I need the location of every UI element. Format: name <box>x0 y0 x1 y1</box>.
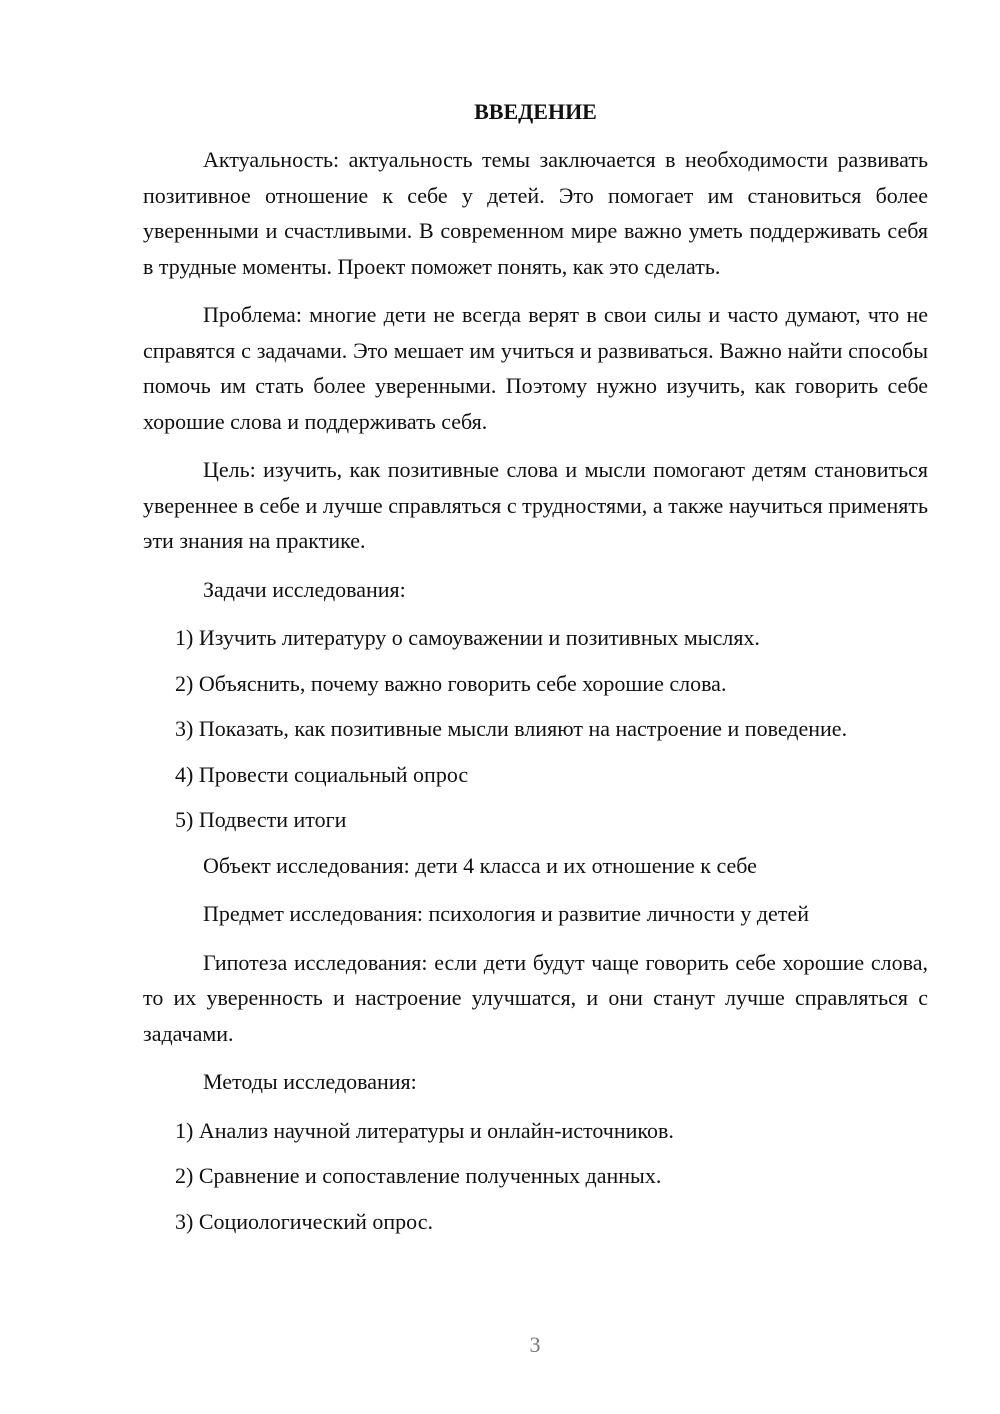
page-number: 3 <box>529 1332 541 1357</box>
subject-paragraph: Предмет исследования: психология и развитие личности у детей <box>203 901 809 926</box>
task-item-2: 2) Объяснить, почему важно говорить себе хорошие слова. <box>175 670 727 696</box>
problem-paragraph: Проблема: многие дети не всегда верят в свои силы и часто думают, что не справятся с задачами. Это мешает им учиться и развиваться. Важно найти способы помочь им стать более уверенными. Поэтому нужно изучить, как говорить себе хорошие слова и поддерживать себя. <box>143 302 928 434</box>
tasks-heading: Задачи исследования: <box>203 576 406 602</box>
methods-heading: Методы исследования: <box>203 1069 417 1094</box>
page-content <box>143 94 928 1249</box>
hypothesis-paragraph: Гипотеза исследования: если дети будут чаще говорить себе хорошие слова, то их уверенность и настроение улучшатся, и они станут лучше справляться с задачами. <box>143 949 928 1046</box>
task-item-3: 3) Показать, как позитивные мысли влияют на настроение и поведение. <box>175 716 848 741</box>
goal-paragraph: Цель: изучить, как позитивные слова и мысли помогают детям становиться увереннее в себе и лучше справляться с трудностями, а также научиться применять эти знания на практике. <box>143 457 928 553</box>
object-paragraph: Объект исследования: дети 4 класса и их отношение к себе <box>203 852 757 878</box>
task-item-5: 5) Подвести итоги <box>175 807 347 832</box>
task-item-1: 1) Изучить литературу о самоуважении и позитивных мыслях. <box>175 625 760 650</box>
method-item-1: 1) Анализ научной литературы и онлайн-источников. <box>175 1117 674 1143</box>
actuality-paragraph: Актуальность: актуальность темы заключается в необходимости развивать позитивное отношение к себе у детей. Это помогает им становиться более уверенными и счастливыми. В современном мире важно уметь поддерживать себя в трудные моменты. Проект поможет понять, как это сделать. <box>143 147 928 279</box>
task-item-4: 4) Провести социальный опрос <box>175 761 469 787</box>
method-item-2: 2) Сравнение и сопоставление полученных данных. <box>175 1163 662 1188</box>
method-item-3: 3) Социологический опрос. <box>175 1208 433 1234</box>
section-title: ВВЕДЕНИЕ <box>474 99 597 124</box>
